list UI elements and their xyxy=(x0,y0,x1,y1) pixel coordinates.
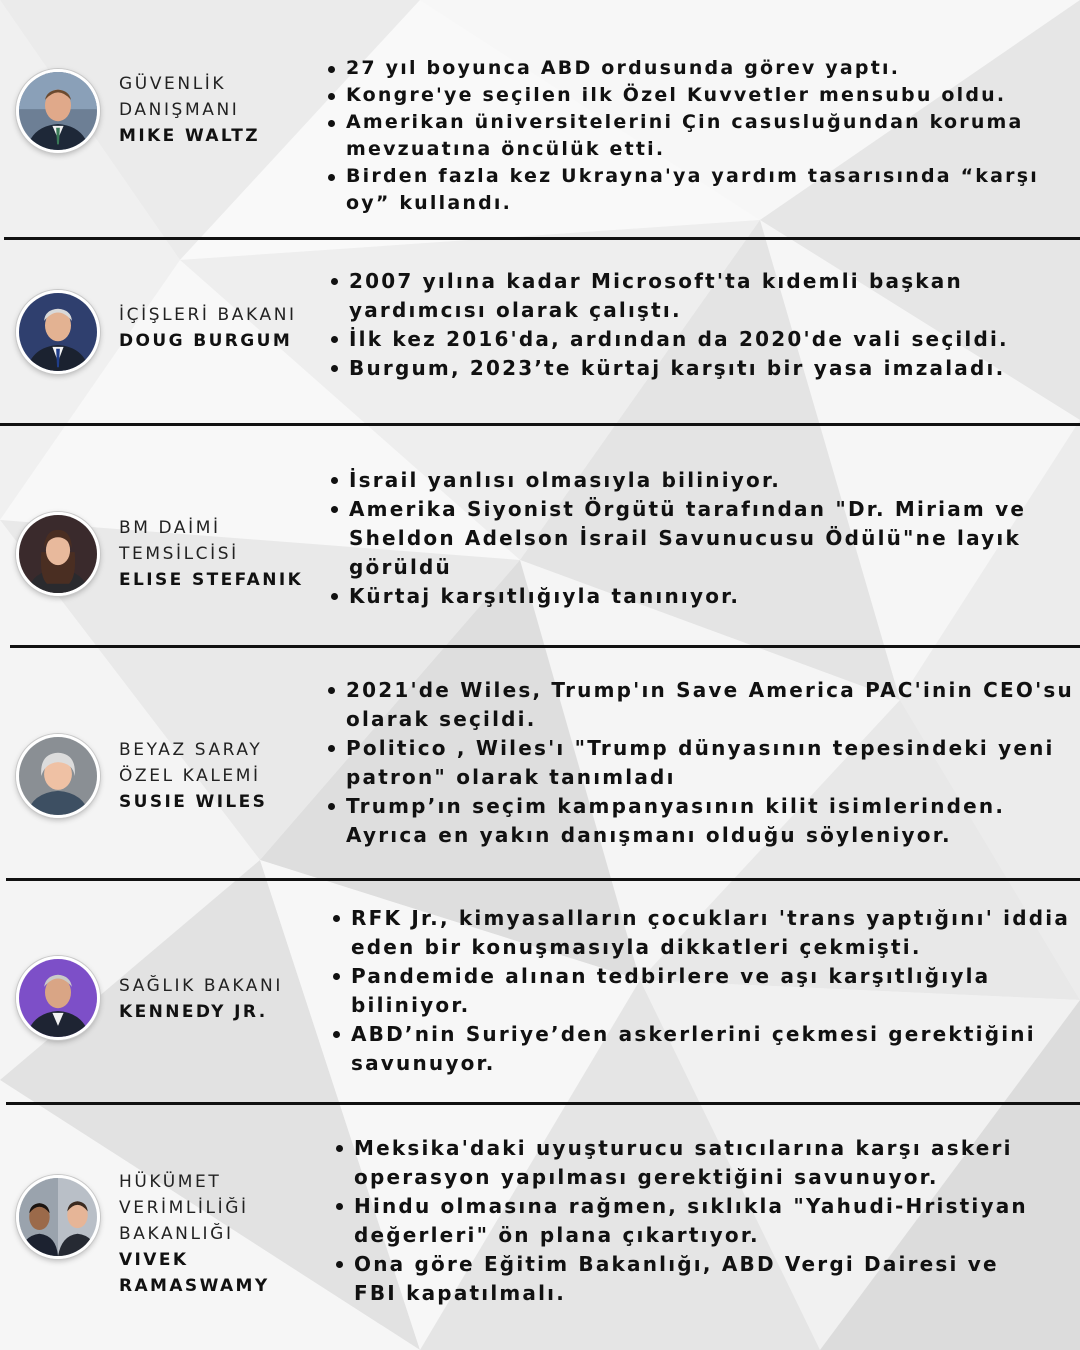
role-title: HÜKÜMET xyxy=(119,1172,222,1192)
fact-item: İsrail yanlısı olmasıyla biliniyor. xyxy=(331,466,1051,495)
person-name: KENNEDY JR. xyxy=(119,1002,268,1022)
fact-item: 2007 yılına kadar Microsoft'ta kıdemli başkan yardımcısı olarak çalıştı. xyxy=(331,267,1031,325)
fact-item: Trump’ın seçim kampanyasının kilit isimlerinden. Ayrıca en yakın danışmanı olduğu söyleniyor. xyxy=(328,792,1076,850)
fact-item: 2021'de Wiles, Trump'ın Save America PAC'inin CEO'su olarak seçildi. xyxy=(328,676,1076,734)
fact-item: Hindu olmasına rağmen, sıklıkla "Yahudi-Hristiyan değerleri" ön plana çıkartıyor. xyxy=(336,1192,1048,1250)
role-title: SAĞLIK BAKANI xyxy=(119,976,283,996)
profile-title-block xyxy=(119,71,319,149)
person-name: DOUG BURGUM xyxy=(119,331,293,351)
fact-item: RFK Jr., kimyasalların çocukları 'trans yaptığını' iddia eden bir konuşmasıyla dikkatleri çekmişti. xyxy=(333,904,1073,962)
profile-title-block xyxy=(119,1169,319,1299)
profile-row-ramaswamy xyxy=(0,1105,1080,1350)
fact-item: Amerika Siyonist Örgütü tarafından "Dr. Miriam ve Sheldon Adelson İsrail Savunucusu Ödülü"ne layık görüldü xyxy=(331,495,1051,582)
fact-item: Amerikan üniversitelerini Çin casusluğundan koruma mevzuatına öncülük etti. xyxy=(328,109,1048,163)
profile-row-wiles xyxy=(0,648,1080,880)
role-title: VERİMLİLİĞİ xyxy=(119,1198,249,1218)
portrait-ramaswamy-musk xyxy=(16,1175,100,1259)
profile-title-block xyxy=(119,302,319,354)
role-title: GÜVENLİK xyxy=(119,74,227,94)
fact-item: Burgum, 2023’te kürtaj karşıtı bir yasa imzaladı. xyxy=(331,354,1031,383)
fact-list xyxy=(336,1134,1048,1308)
fact-item: 27 yıl boyunca ABD ordusunda görev yaptı. xyxy=(328,55,1048,82)
role-title: BAKANLIĞI xyxy=(119,1224,234,1244)
person-name: MIKE WALTZ xyxy=(119,126,261,146)
fact-item: Kongre'ye seçilen ilk Özel Kuvvetler mensubu oldu. xyxy=(328,82,1048,109)
portrait-kennedy xyxy=(16,956,100,1040)
fact-item: Politico , Wiles'ı "Trump dünyasının tepesindeki yeni patron" olarak tanımladı xyxy=(328,734,1076,792)
fact-item: ABD’nin Suriye’den askerlerini çekmesi gerektiğini savunuyor. xyxy=(333,1020,1073,1078)
fact-item: Birden fazla kez Ukrayna'ya yardım tasarısında “karşı oy” kullandı. xyxy=(328,163,1048,217)
fact-list xyxy=(331,466,1051,611)
role-title: DANIŞMANI xyxy=(119,100,240,120)
person-name: VIVEK xyxy=(119,1250,189,1270)
portrait-wiles xyxy=(16,734,100,818)
fact-list xyxy=(331,267,1031,383)
role-title: BM DAİMİ xyxy=(119,518,221,538)
profile-row-kennedy xyxy=(0,881,1080,1103)
profile-title-block xyxy=(119,737,319,815)
role-title: BEYAZ SARAY xyxy=(119,740,263,760)
portrait-burgum xyxy=(16,290,100,374)
profile-title-block xyxy=(119,973,319,1025)
fact-item: İlk kez 2016'da, ardından da 2020'de vali seçildi. xyxy=(331,325,1031,354)
fact-list xyxy=(328,55,1048,217)
person-name: ELISE STEFANIK xyxy=(119,570,304,590)
fact-list xyxy=(333,904,1073,1078)
profile-row-waltz xyxy=(0,0,1080,240)
portrait-stefanik xyxy=(16,512,100,596)
profile-title-block xyxy=(119,515,319,593)
fact-item: Ona göre Eğitim Bakanlığı, ABD Vergi Dairesi ve FBI kapatılmalı. xyxy=(336,1250,1048,1308)
fact-item: Meksika'daki uyuşturucu satıcılarına karşı askeri operasyon yapılması gerektiğini savunuyor. xyxy=(336,1134,1048,1192)
fact-item: Pandemide alınan tedbirlere ve aşı karşıtlığıyla biliniyor. xyxy=(333,962,1073,1020)
profile-row-stefanik xyxy=(0,426,1080,648)
fact-list xyxy=(328,676,1076,850)
role-title: TEMSİLCİSİ xyxy=(119,544,239,564)
portrait-waltz xyxy=(16,69,100,153)
profile-row-burgum xyxy=(0,240,1080,425)
person-name: SUSIE WILES xyxy=(119,792,268,812)
role-title: ÖZEL KALEMİ xyxy=(119,766,261,786)
person-name: RAMASWAMY xyxy=(119,1276,270,1296)
role-title: İÇİŞLERİ BAKANI xyxy=(119,305,297,325)
fact-item: Kürtaj karşıtlığıyla tanınıyor. xyxy=(331,582,1051,611)
